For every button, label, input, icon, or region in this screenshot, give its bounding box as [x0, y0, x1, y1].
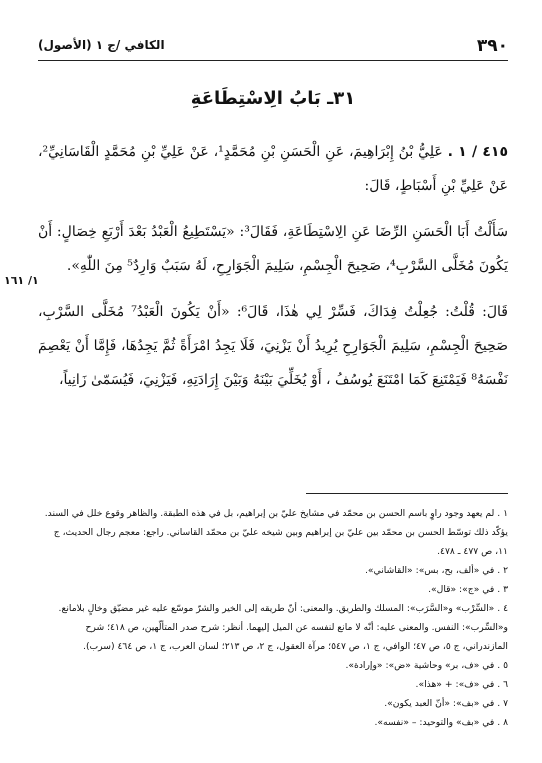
hadith-isnad-paragraph — [38, 135, 508, 203]
footnotes — [38, 504, 508, 732]
footnote: ١ . لم يعهد وجود راوٍ باسم الحسن بن محمّد في مشايخ عليّ بن إبراهيم، بل في هذه الطبقة. والظاهر وقوع خلل في السند. يؤكّد ذلك توسّط الحسن بن محمّد بين عليّ بن إبراهيم وبين شيخه عليّ بن محمّد القاساني. راجع: معجم رجال الحديث، ج ١١، ص ٤٧٧ ـ ٤٧٨. — [44, 508, 508, 557]
chapter-title: ٣١ـ بَابُ الِاسْتِطَاعَةِ — [190, 88, 356, 109]
page-number: ٣٩٠ — [476, 36, 508, 56]
footnote: ٥ . في «ف، بر» وحاشية «ض»: «وإرادة». — [345, 660, 508, 671]
page-header — [38, 36, 508, 62]
running-title: الكافي /ج ١ (الأصول) — [38, 38, 165, 52]
main-text — [38, 135, 508, 409]
hadith-text-paragraph: سَأَلْتُ أَبَا الْحَسَنِ الرِّضَا عَنِ الِاسْتِطَاعَةِ، فَقَالَ³: «يَسْتَطِيعُ الْعَبْدُ بَعْدَ أَرْبَعِ خِصَالٍ: أَنْ يَكُونَ مُخَلَّى السَّرْبِ⁴، صَحِيحَ الْجِسْمِ، سَلِيمَ الْجَوَارِحِ، لَهُ سَبَبٌ وَارِدٌ⁵ مِنَ اللّٰهِ». — [38, 224, 508, 274]
header-divider — [38, 60, 508, 61]
footnote: ٨ . في «بف» والتوحيد: – «نفسه». — [374, 717, 508, 728]
hadith-explanation-paragraph: قَالَ: قُلْتُ: جُعِلْتُ فِدَاكَ، فَسِّرْ لِي هٰذَا، قَالَ⁶: «أَنْ يَكُونَ الْعَبْدُ⁷ مُخَلَّى السَّرْبِ، صَحِيحَ الْجِسْمِ، سَلِيمَ الْجَوَارِحِ يُرِيدُ أَنْ يَزْنِيَ، فَلَا يَجِدُ امْرَأَةً ثُمَّ يَجِدُهَا، فَإِمَّا أَنْ يَعْصِمَ نَفْسَهُ⁸ فَيَمْتَنِعَ كَمَا امْتَنَعَ يُوسُفُ ، أَوْ يُخَلِّيَ بَيْنَهُ وَبَيْنَ إِرَادَتِهِ، فَيَزْنِيَ، فَيُسَمّىٰ زَانِياً، — [38, 304, 508, 388]
footnote: ٧ . في «بف»: «أنّ العبد يكون». — [384, 698, 508, 709]
footnote: ٢ . في «ألف، بح، بس»: «القاشاني». — [365, 565, 508, 576]
footnote-divider — [306, 493, 508, 494]
hadith-number: ٤١٥ / ١ . — [447, 144, 508, 160]
footnote: ٦ . في «ف»: + «هذا». — [415, 679, 508, 690]
margin-reference: ١/ ١٦١ — [4, 274, 39, 287]
footnote: ٣ . في «ج»: «قال». — [428, 584, 508, 595]
footnote: ٤ . «السِّرْب» و«السَّرَب»: المسلك والطريق. والمعنى: أنّ طريقه إلى الخير والشرّ موسّع عليه غير مضيّق وخالٍ بلامانع. و«السِّرب»: النفس. والمعنى عليه: أنّه لا مانع لنفسه عن الميل إليهما. أنظر: شرح صدر المتألّهين، ص ٤١٨؛ شرح المازندراني، ج ٥، ص ٤٧؛ الوافي، ج ١، ص ٥٤٧؛ مرآة العقول، ج ٢، ص ٢١٣؛ لسان العرب، ج ١، ص ٤٦٤ (سرب). — [58, 603, 508, 652]
isnad-text: عَلِيُّ بْنُ إِبْرَاهِيمَ، عَنِ الْحَسَنِ بْنِ مُحَمَّدٍ¹، عَنْ عَلِيِّ بْنِ مُحَمَّدٍ الْقَاسَانِيِّ²، عَنْ عَلِيِّ بْنِ أَسْبَاطٍ، قَالَ: — [38, 144, 508, 194]
